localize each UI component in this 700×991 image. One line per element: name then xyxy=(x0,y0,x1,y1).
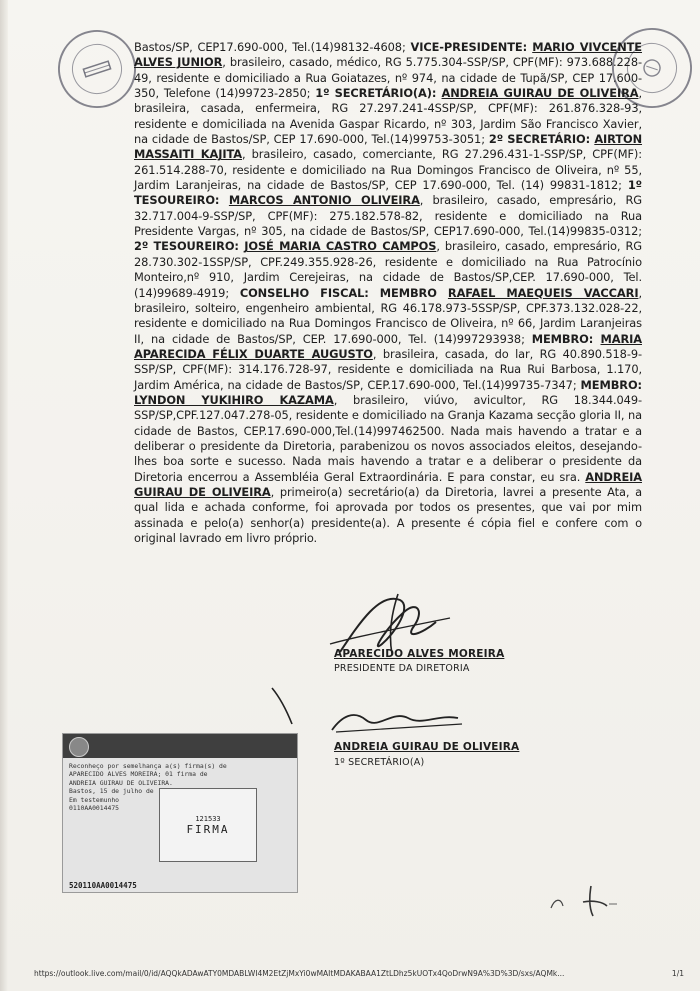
text-run: , brasileiro, casado, empresário, RG 28.730.302-1SSP/SP, CPF.249.355.928-26, residente e domiciliado na Rua Patrocínio Monteiro,nº 910, Jardim Cerejeiras, na cidade de Bastos/SP,CEP. 17.690-000, Tel.(14)99689-4919; xyxy=(134,239,642,300)
page-number: 1/1 xyxy=(671,969,684,978)
notary-stamp-left xyxy=(48,20,146,118)
notary-line: APARECIDO ALVES MOREIRA; 01 firma de xyxy=(69,770,208,779)
secretary-role: 1º SECRETÁRIO(A) xyxy=(334,757,425,768)
role-label: MEMBRO: xyxy=(531,331,601,346)
notary-line: ANDREIA GUIRAU DE OLIVEIRA. xyxy=(69,778,173,787)
text-run: , brasileira, casada, enfermeira, RG 27.297.241-4SSP/SP, CPF(MF): 261.876.328-93, residente e domiciliada na Avenida Gaspar Ricardo, nº 303, Jardim São Francisco Xavier, na cidade de Bastos/SP, CEP 17.690-000, Tel.(14)99753-3051; xyxy=(134,86,642,147)
initials-mark xyxy=(545,880,635,920)
coat-of-arms-icon xyxy=(69,737,89,757)
president-role: PRESIDENTE DA DIRETORIA xyxy=(334,663,470,674)
notary-line: Reconheço por semelhança a(s) firma(s) de xyxy=(69,762,227,770)
role-label: 2º TESOUREIRO: xyxy=(134,239,245,254)
person-name: RAFAEL MAEQUEIS VACCARI xyxy=(447,285,639,300)
person-name: MARCOS ANTONIO OLIVEIRA xyxy=(228,193,420,208)
text-run: Bastos/SP, CEP17.690-000, Tel.(14)98132-4608; xyxy=(134,40,411,54)
seal-number: 121533 xyxy=(195,815,221,823)
role-label: 2º SECRETÁRIO: xyxy=(488,132,595,147)
president-name: APARECIDO ALVES MOREIRA xyxy=(334,648,505,660)
text-run: , brasileiro, casado, comerciante, RG 27.296.431-1-SSP/SP, CPF(MF): 261.514.288-70, residente e domiciliado na Rua Domingos Francisco de Oliveira, nº 55, Jardim Laranjeiras, na cidade de Bastos/SP, CEP 17.690-000, Tel. (14) 99831-1812; xyxy=(134,147,642,193)
text-run: , brasileira, casada, do lar, RG 40.890.518-9-SSP/SP, CPF(MF): 314.176.728-97, residente e domiciliada na Rua Rui Barbosa, 1.170, Jardim América, na cidade de Bastos/SP, CEP.17.690-000, Tel.(14)99735-7347; xyxy=(134,346,642,392)
person-name: MARIO VIVCENTE ALVES JUNIOR xyxy=(134,40,642,70)
role-label: 1º SECRETÁRIO(A): xyxy=(315,86,442,101)
role-label: MEMBRO: xyxy=(580,377,642,392)
text-run: , primeiro(a) secretário(a) da Diretoria, lavrei a presente Ata, a qual lida e achada conforme, foi aprovada por todos os presentes, que vai por mim assinada e pelo(a) senhor(a) presidente(a). A presente é cópia fiel e confere com o original lavrado em livro próprio. xyxy=(134,484,642,545)
firma-seal xyxy=(159,788,257,862)
print-url: https://outlook.live.com/mail/0/id/AQQkADAwATY0MDABLWI4M2EtZjMxYi0wMAItMDAKABAA1ZtLDhz5kUOTx4QoDrwN9A%3D%3D/sxs/AQMk... xyxy=(34,969,565,978)
person-name: AIRTON MASSAITI KAJITA xyxy=(134,132,643,162)
person-name: JOSÉ MARIA CASTRO CAMPOS xyxy=(244,239,437,254)
stamp-emblem-icon xyxy=(80,56,114,82)
notary-line: 0110AA0014475 xyxy=(69,804,120,813)
scan-edge xyxy=(0,0,8,991)
role-label: 1º TESOUREIRO: xyxy=(134,178,642,208)
text-run: , brasileiro, viúvo, avicultor, RG 18.344.049-SSP/SP,CPF.127.047.278-05, residente e domiciliado na Granja Kazama secção gloria II, na cidade de Bastos, CEP.17.690-000,Tel.(14)997462500. Nada mais havendo a tratar e a deliberar o presidente da Diretoria, parabenizou os novos associados eleitos, desejando-lhes boa sorte e sucesso. Nada mais havendo a tratar e a deliberar o presidente da Diretoria encerrou a Assembléia Geral Extraordinária. E para constar, eu sra. xyxy=(134,392,642,484)
notary-line: Em testemunho xyxy=(69,795,120,804)
text-run: , brasileiro, casado, empresário, RG 32.717.004-9-SSP/SP, CPF(MF): 275.182.578-82, residente e domiciliado na Rua Presidente Vargas, nº 305, na cidade de Bastos/SP, CEP17.690-000, Tel.(14)99835-0312; xyxy=(134,193,642,239)
minutes-body xyxy=(134,40,642,546)
person-name: LYNDON YUKIHIRO KAZAMA xyxy=(134,392,334,407)
person-name: ANDREIA GUIRAU DE OLIVEIRA xyxy=(441,86,639,101)
secretary-name: ANDREIA GUIRAU DE OLIVEIRA xyxy=(334,741,520,753)
notary-line: Bastos, 15 de julho de xyxy=(69,787,154,796)
seal-label: FIRMA xyxy=(186,823,230,836)
secretary-signature xyxy=(262,680,502,750)
browser-print-footer xyxy=(0,966,700,984)
seal-code: 520110AA0014475 xyxy=(69,881,137,890)
person-name: MARIA APARECIDA FÉLIX DUARTE AUGUSTO xyxy=(134,331,642,361)
role-label: CONSELHO FISCAL: MEMBRO xyxy=(239,285,448,300)
person-name: ANDREIA GUIRAU DE OLIVEIRA xyxy=(134,469,642,499)
text-run: , brasileiro, solteiro, engenheiro ambiental, RG 46.178.973-5SSP/SP, CPF.373.132.028-22, residente e domiciliado na Rua Domingos Francisco de Oliveira, nº 66, Jardim Laranjeiras II, na cidade de Bastos/SP, CEP. 17.690-000, Tel. (14)997293938; xyxy=(134,285,642,346)
notary-header xyxy=(63,734,297,758)
role-label: VICE-PRESIDENTE: xyxy=(410,40,533,54)
notary-authentication-seal xyxy=(62,733,298,893)
text-run: , brasileiro, casado, médico, RG 5.775.304-SSP/SP, CPF(MF): 973.688.228-49, residente e domiciliado a Rua Goiatazes, nº 974, na cidade de Tupã/SP, CEP 17.600-350, Telefone (14)99723-2850; xyxy=(134,55,642,101)
